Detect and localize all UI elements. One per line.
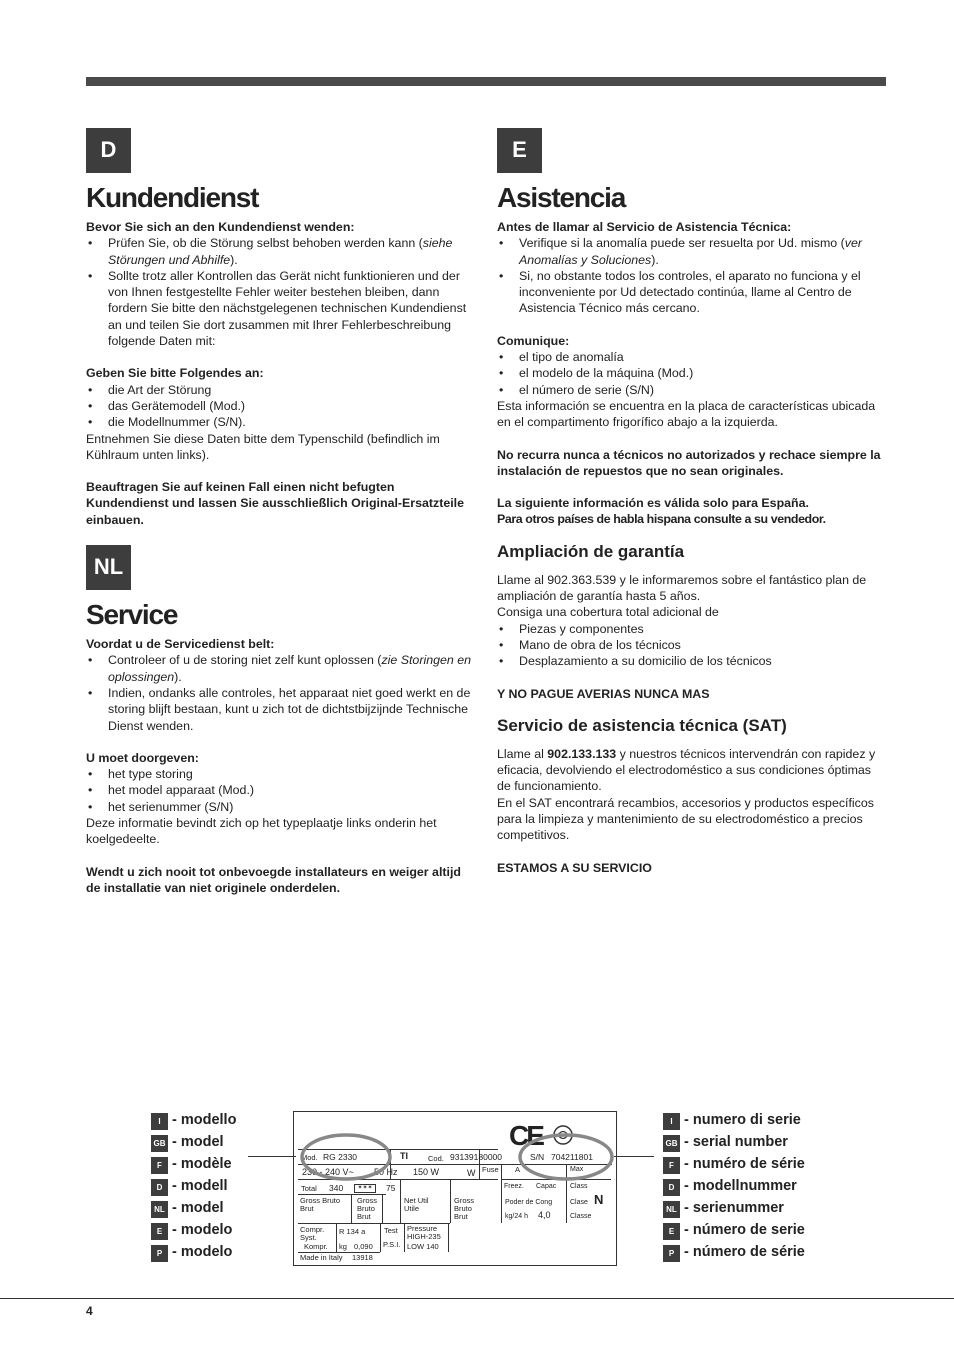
plate-sn-value: 704211801: [551, 1152, 593, 1162]
lang-tag: I: [151, 1113, 168, 1130]
legend-row: [663, 1175, 805, 1197]
plate-cod-value: 93139180000: [450, 1152, 503, 1162]
language-tag-d: D: [86, 128, 131, 173]
lang-tag: F: [151, 1157, 168, 1174]
legend-label: - modèle: [172, 1156, 232, 1172]
nl-bullet-1: • Controleer of u de storing niet zelf kunt oplossen (zie Storingen en oplossingen).: [86, 652, 472, 685]
d-info-list: [86, 382, 472, 431]
plate-pressure: Pressure: [407, 1224, 438, 1233]
e-intro: Antes de llamar al Servicio de Asistencia Técnica:: [497, 220, 792, 234]
right-column: [497, 128, 883, 876]
plate-kompr: Kompr.: [304, 1242, 328, 1251]
plate-mod-label: Mod.: [301, 1153, 318, 1162]
model-legend: [151, 1109, 236, 1263]
estamos-note: ESTAMOS A SU SERVICIO: [497, 860, 652, 875]
plate-mod-value: RG 2330: [323, 1152, 358, 1162]
list-item: • el modelo de la máquina (Mod.): [497, 365, 883, 381]
section-title-service: Service: [86, 599, 178, 631]
nl-intro: Voordat u de Servicedienst belt:: [86, 637, 275, 652]
nl-bullets: [86, 652, 472, 733]
ampliacion-text-2: Consiga una cobertura total adicional de: [497, 605, 719, 620]
list-item: • het serienummer (S/N): [86, 799, 472, 815]
lang-tag: E: [663, 1223, 680, 1240]
d-intro: Bevor Sie sich an den Kundendienst wenden:: [86, 220, 355, 234]
plate-fuse: Fuse: [482, 1165, 499, 1174]
nl-plate-text: Deze informatie bevindt zich op het typeplaatje links onderin het koelgedeelte.: [86, 816, 437, 847]
legend-label: - modelo: [172, 1222, 233, 1238]
list-item: • Mano de obra de los técnicos: [497, 637, 883, 653]
legend-label: - model: [172, 1134, 224, 1150]
plate-low: LOW 140: [407, 1242, 439, 1251]
legend-row: [663, 1197, 805, 1219]
legend-label: - modell: [172, 1178, 228, 1194]
e-plate-text: Esta información se encuentra en la placa de características ubicada en el compartimento frigorífico abajo a la izquierda.: [497, 398, 876, 430]
legend-row: [151, 1241, 236, 1263]
d-warning: Beauftragen Sie auf keinen Fall einen nicht befugten Kundendienst und lassen Sie ausschließlich Original-Ersatzteile einbauen.: [86, 480, 465, 527]
lang-tag: P: [151, 1245, 168, 1262]
plate-amp: A: [515, 1165, 521, 1174]
bottom-divider-line: [0, 1298, 954, 1299]
language-tag-nl: NL: [86, 545, 131, 590]
plate-stars-value: 75: [386, 1183, 396, 1193]
nl-give-heading: U moet doorgeven:: [86, 750, 199, 765]
lang-tag: NL: [151, 1201, 168, 1218]
list-item: • die Modellnummer (S/N).: [86, 414, 472, 430]
legend-label: - número de série: [684, 1244, 805, 1260]
legend-row: [151, 1219, 236, 1241]
plate-kg24-value: 4,0: [538, 1210, 551, 1220]
lang-tag: GB: [663, 1135, 680, 1152]
nl-bullet-2: • Indien, ondanks alle controles, het apparaat niet goed werkt en de storing blijft bestaan, kunt u zich tot de dichtstbijzijnde Technische Dienst wenden.: [86, 685, 472, 734]
plate-poder: Poder de Cong: [505, 1199, 553, 1206]
legend-row: [151, 1197, 236, 1219]
legend-row: [663, 1109, 805, 1131]
legend-row: [151, 1175, 236, 1197]
legend-row: [663, 1241, 805, 1263]
sat-phone-number: 902.133.133: [547, 746, 617, 761]
lang-tag: E: [151, 1223, 168, 1240]
plate-w2: W: [467, 1168, 476, 1178]
plate-watt: 150 W: [413, 1167, 440, 1177]
legend-label: - número de serie: [684, 1222, 805, 1238]
legend-label: - modelo: [172, 1244, 233, 1260]
lang-tag: D: [151, 1179, 168, 1196]
plate-refrigerant: R 134 a: [339, 1227, 366, 1236]
e-other-countries-note: Para otros países de habla hispana consulte a su vendedor.: [497, 512, 826, 527]
d-plate-text: Entnehmen Sie diese Daten bitte dem Typenschild (befindlich im Kühlraum unten links).: [86, 431, 440, 462]
d-bullet-2: • Sollte trotz aller Kontrollen das Gerät nicht funktionieren und der von Ihnen festgestellte Fehler weiter bestehen bleiben, dann fordern Sie bitte den nächstgelegenen technischen Kundendienst an und teilen Sie dort zusammen mit Ihrer Fehlerbeschreibung folgende Daten mit:: [86, 268, 472, 349]
plate-clase: Clase: [570, 1199, 588, 1206]
lang-tag: NL: [663, 1201, 680, 1218]
ce-mark-icon: CE: [509, 1120, 542, 1151]
e-bullet-2: • Si, no obstante todos los controles, el aparato no funciona y el inconveniente por Ud detectado continúa, llame al Centro de Asistencia Técnico más cercano.: [497, 268, 883, 317]
e-info-list: [497, 349, 883, 398]
plate-made-in: Made in Italy: [300, 1253, 343, 1262]
plate-freez: Freez.: [504, 1183, 524, 1190]
freezer-stars-icon: ✶✶✶: [354, 1184, 376, 1193]
serial-legend: [663, 1109, 805, 1263]
legend-row: [151, 1131, 236, 1153]
legend-row: [663, 1131, 805, 1153]
plate-net: Net Util Utile: [404, 1196, 429, 1213]
sat-text: Llame al 902.133.133 y nuestros técnicos intervendrán con rapidez y eficacia, devolviendo el electrodoméstico a sus condiciones óptimas de funcionamiento.: [497, 746, 876, 794]
legend-label: - numero di serie: [684, 1112, 801, 1128]
list-item: • het type storing: [86, 766, 472, 782]
legend-row: [663, 1153, 805, 1175]
model-connector-line: [248, 1156, 296, 1157]
list-item: • el tipo de anomalía: [497, 349, 883, 365]
plate-high: HIGH-235: [407, 1232, 441, 1241]
nl-warning: Wendt u zich nooit tot onbevoegde installateurs en weiger altijd de installatie van niet originele onderdelen.: [86, 864, 461, 895]
plate-test: Test: [384, 1226, 398, 1235]
no-pague-note: Y NO PAGUE AVERIAS NUNCA MAS: [497, 686, 710, 701]
plate-total-value: 340: [329, 1183, 344, 1193]
plate-kg-label: kg: [339, 1242, 347, 1251]
list-item: • das Gerätemodell (Mod.): [86, 398, 472, 414]
plate-gross-2: Gross Bruto Brut: [357, 1196, 378, 1221]
plate-ti: TI: [400, 1151, 408, 1161]
serial-highlight-ellipse: [514, 1124, 618, 1184]
legend-row: [151, 1109, 236, 1131]
plate-kg-value: 0,090: [354, 1242, 373, 1251]
left-column: [86, 128, 472, 896]
lang-tag: D: [663, 1179, 680, 1196]
legend-label: - model: [172, 1200, 224, 1216]
plate-classe: Classe: [570, 1213, 592, 1220]
plate-voltage: 230 - 240 V~: [302, 1167, 354, 1177]
model-highlight-ellipse: [294, 1124, 400, 1184]
legend-label: - modellnummer: [684, 1178, 797, 1194]
rating-plate: [293, 1111, 617, 1266]
d-bullet-1: • Prüfen Sie, ob die Störung selbst behoben werden kann (siehe Störungen und Abhilfe).: [86, 235, 472, 268]
top-divider-bar: [86, 77, 886, 86]
e-give-heading: Comunique:: [497, 333, 570, 348]
plate-kg24: kg/24 h: [505, 1213, 528, 1220]
serial-connector-line: [614, 1156, 654, 1157]
nl-info-list: [86, 766, 472, 815]
plate-hz: 50 Hz: [374, 1167, 398, 1177]
plate-sn-label: S/N: [530, 1152, 545, 1162]
list-item: • Piezas y componentes: [497, 621, 883, 637]
e-warning: No recurra nunca a técnicos no autorizados y rechace siempre la instalación de repuestos que no sean originales.: [497, 447, 881, 478]
legend-label: - serienummer: [684, 1200, 784, 1216]
legend-label: - numéro de série: [684, 1156, 805, 1172]
lang-tag: F: [663, 1157, 680, 1174]
lang-tag: P: [663, 1245, 680, 1262]
list-item: • die Art der Störung: [86, 382, 472, 398]
e-spain-note: La siguiente información es válida solo para España.: [497, 496, 809, 511]
page-number: 4: [86, 1304, 93, 1318]
sat-text-2: En el SAT encontrará recambios, accesorios y productos específicos para la limpieza y mantenimiento de su electrodoméstico a precios competitivos.: [497, 795, 874, 843]
legend-row: [663, 1219, 805, 1241]
e-bullet-1: • Verifique si la anomalía puede ser resuelta por Ud. mismo (ver Anomalías y Soluciones).: [497, 235, 883, 268]
list-item: • el número de serie (S/N): [497, 382, 883, 398]
plate-made-num: 13918: [352, 1253, 373, 1262]
d-give-heading: Geben Sie bitte Folgendes an:: [86, 366, 264, 381]
language-tag-e: E: [497, 128, 542, 173]
ampliacion-text: Llame al 902.363.539 y le informaremos sobre el fantástico plan de ampliación de garantía hasta 5 años.: [497, 572, 867, 604]
plate-class: Class: [570, 1183, 588, 1190]
ampliacion-list: [497, 621, 883, 670]
legend-label: - serial number: [684, 1134, 788, 1150]
plate-compr: Compr. Syst.: [300, 1225, 325, 1242]
list-item: • het model apparaat (Mod.): [86, 782, 472, 798]
section-title-asistencia: Asistencia: [497, 182, 626, 213]
ampliacion-heading: Ampliación de garantía: [497, 541, 685, 561]
list-item: • Desplazamiento a su domicilio de los técnicos: [497, 653, 883, 669]
plate-total-label: Total: [301, 1184, 317, 1193]
plate-psi: P.S.I.: [383, 1240, 401, 1249]
lang-tag: GB: [151, 1135, 168, 1152]
section-title-kundendienst: Kundendienst: [86, 182, 259, 213]
plate-max: Max: [570, 1166, 584, 1173]
e-bullets: [497, 235, 883, 316]
sat-heading: Servicio de asistencia técnica (SAT): [497, 715, 787, 735]
d-bullets: [86, 235, 472, 349]
plate-clase-value: N: [594, 1192, 604, 1207]
plate-cod-label: Cod.: [428, 1154, 444, 1163]
plate-capac: Capac: [536, 1183, 557, 1190]
lang-tag: I: [663, 1113, 680, 1130]
plate-gross-1: Gross Bruto Brut: [300, 1196, 341, 1213]
legend-row: [151, 1153, 236, 1175]
plate-gross-3: Gross Bruto Brut: [454, 1196, 475, 1221]
legend-label: - modello: [172, 1112, 237, 1128]
